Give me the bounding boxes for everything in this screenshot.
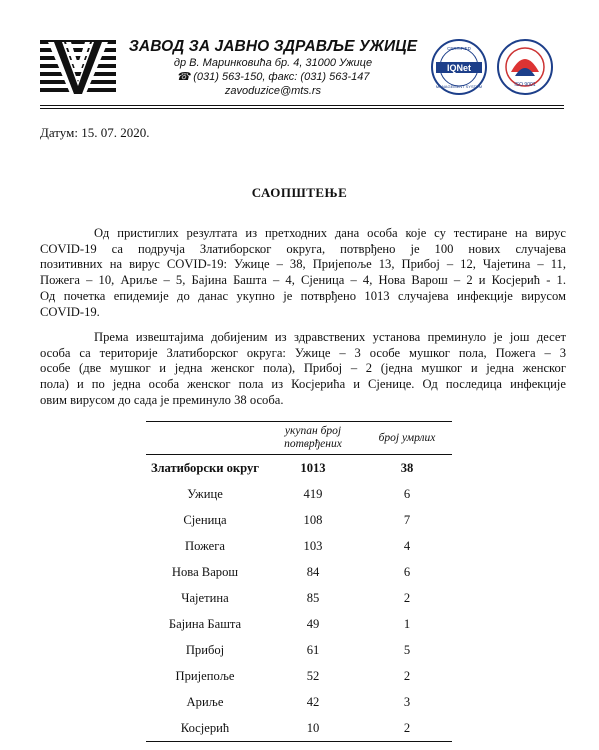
paragraph-2-line: Према извештајима добијеним из здравствених установа преминуло је још десет: [94, 330, 566, 344]
svg-text:MANAGEMENT SYSTEM: MANAGEMENT SYSTEM: [435, 84, 483, 89]
row-name: Пожега: [185, 538, 225, 553]
row-deaths: 2: [362, 715, 452, 742]
paragraph-1-line: позитивних на вирус COVID-19: Ужице – 38, Пријепоље 13, Прибој – 12, Чајетина – 11,: [40, 257, 566, 272]
cert1-label: IQNet: [446, 63, 472, 73]
row-name: Чајетина: [181, 590, 229, 605]
table-row: [146, 611, 452, 637]
iqnet-certification-icon: [430, 38, 488, 96]
table-row: [146, 559, 452, 585]
row-confirmed: 42: [306, 694, 320, 709]
institute-logo-icon: [40, 38, 116, 100]
cert2-label: ISO 9001: [514, 82, 536, 88]
table-row: [146, 663, 452, 689]
org-block: [128, 38, 418, 98]
org-phone: ☎ (031) 563-150, факс: (031) 563-147: [176, 71, 370, 83]
row-name: Ужице: [187, 486, 223, 501]
paragraph-1-line: Од пристиглих резултата из претходних дана особа које су тестиране на вирус: [94, 226, 566, 240]
row-deaths: 6: [403, 486, 411, 501]
table-row: [146, 481, 452, 507]
table-row: [146, 689, 452, 715]
row-deaths: 2: [403, 668, 411, 683]
table-row: [146, 585, 452, 611]
paragraph-1-line: Од почетка епидемије до данас укупно је потврђено 1013 случајева инфекције вирусом: [40, 288, 566, 303]
row-deaths: 2: [403, 590, 411, 605]
table-row: [146, 715, 452, 742]
row-confirmed: 84: [306, 564, 320, 579]
document-date: Датум: 15. 07. 2020.: [40, 125, 150, 140]
table-total-row: [146, 455, 452, 482]
header-cell-deaths: број умрлих: [362, 422, 452, 455]
paragraph-1-line: Пожега – 10, Ариље – 5, Бајина Башта – 4, Сјеница – 4, Нова Варош – 2 и Косјерић - 1.: [40, 273, 566, 288]
row-deaths: 7: [403, 512, 411, 527]
row-name: Прибој: [185, 642, 225, 657]
row-confirmed: 419: [303, 486, 323, 501]
paragraph-2-line: особа са територије Златиборског округа: Ужице – 3 особе мушког пола, Пожега – 3: [40, 345, 566, 360]
table-header-row: [146, 422, 452, 455]
total-name: Златиборски округ: [150, 460, 260, 475]
row-confirmed: 103: [303, 538, 323, 553]
org-address: др В. Маринковића бр. 4, 31000 Ужице: [173, 57, 373, 69]
iso-certification-icon: [495, 38, 555, 96]
paragraph-2-line: особе (две мушког и једна женског пола), Прибој – 2 (једна мушког и једна женског: [40, 361, 566, 376]
paragraph-1-line: COVID-19 са подручја Златиборског округа, потврђено је 100 нових случајева: [40, 241, 566, 256]
header-cell-confirmed: укупан број потврђених: [264, 422, 362, 455]
row-name: Нова Варош: [171, 564, 239, 579]
total-deaths: 38: [400, 460, 414, 475]
paragraph-2-line: пола) и по једна особа женског пола из Косјерића и Сјенице. Од последица инфекције: [40, 377, 566, 392]
header-cell-municipality: [146, 422, 264, 455]
row-confirmed: 108: [303, 512, 323, 527]
header-rule: [40, 105, 564, 106]
row-confirmed: 49: [306, 616, 320, 631]
paragraph-1: [40, 226, 566, 320]
row-name: Ариље: [186, 694, 224, 709]
org-name: ЗАВОД ЗА ЈАВНО ЗДРАВЉЕ УЖИЦЕ: [128, 38, 418, 55]
row-deaths: 6: [403, 564, 411, 579]
table-row: [146, 637, 452, 663]
total-confirmed: 1013: [300, 460, 326, 475]
row-name: Пријепоље: [175, 668, 235, 683]
row-confirmed: 10: [264, 715, 362, 742]
paragraph-1-line: COVID-19.: [40, 304, 100, 319]
table-row: [146, 507, 452, 533]
row-confirmed: 52: [306, 668, 320, 683]
table-row: [146, 533, 452, 559]
row-deaths: 3: [403, 694, 411, 709]
row-deaths: 5: [403, 642, 411, 657]
paragraph-2-line: овим вирусом до сада је преминуло 38 особа.: [40, 392, 284, 407]
org-email: zavoduzice@mts.rs: [224, 85, 322, 97]
row-name: Косјерић: [146, 715, 264, 742]
header-rule-thin: [40, 108, 564, 109]
svg-text:CERTIFIED: CERTIFIED: [447, 46, 471, 51]
row-deaths: 1: [403, 616, 411, 631]
paragraph-2: [40, 330, 566, 409]
row-deaths: 4: [403, 538, 411, 553]
row-confirmed: 61: [306, 642, 320, 657]
row-confirmed: 85: [306, 590, 320, 605]
statistics-table: [146, 421, 452, 742]
row-name: Сјеница: [183, 512, 227, 527]
document-title: САОПШТЕЊЕ: [251, 185, 348, 200]
row-name: Бајина Башта: [168, 616, 242, 631]
